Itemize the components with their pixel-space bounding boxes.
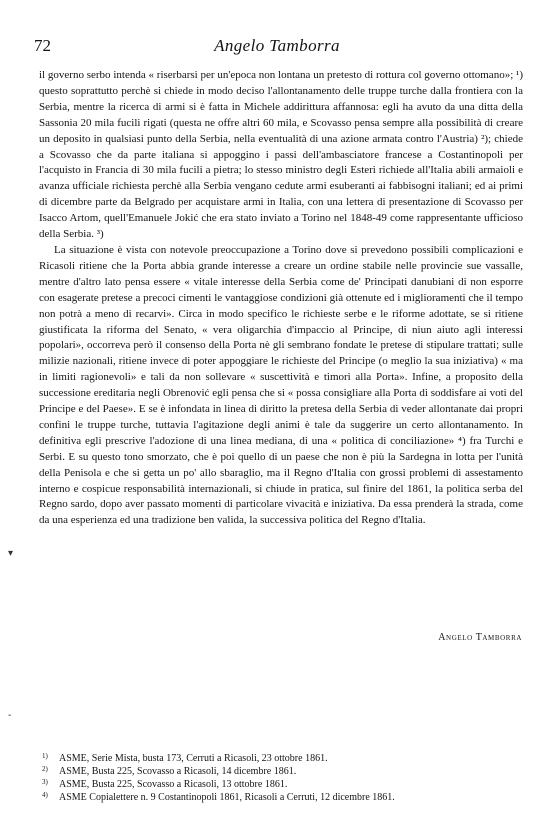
page-number: 72 xyxy=(34,36,51,55)
footnote-2 xyxy=(39,765,523,778)
footnote-4 xyxy=(39,791,523,804)
footnote-mark: 1) xyxy=(42,752,48,760)
footnote-text: ASME, Busta 225, Scovasso a Ricasoli, 14 dicembre 1861. xyxy=(59,766,297,777)
footnote-text: ASME, Serie Mista, busta 173, Cerruti a Ricasoli, 23 ottobre 1861. xyxy=(59,753,328,764)
footnotes xyxy=(39,752,523,804)
footnote-mark: 3) xyxy=(42,778,48,786)
footnote-text: ASME, Busta 225, Scovasso a Ricasoli, 13 ottobre 1861. xyxy=(59,779,288,790)
margin-mark: ▾ xyxy=(8,548,14,559)
page-header xyxy=(34,36,520,58)
footnote-1 xyxy=(39,752,523,765)
footnote-mark: 4) xyxy=(42,791,48,799)
main-text xyxy=(39,68,523,529)
footnote-3 xyxy=(39,778,523,791)
footnote-mark: 2) xyxy=(42,765,48,773)
running-title: Angelo Tamborra xyxy=(214,36,340,55)
paragraph-1: il governo serbo intenda « riserbarsi per un'epoca non lontana un pretesto di rottura col governo ottomano»; ¹) questo soprattutto perchè si chiede in modo deciso l'allontanamento delle truppe turche dalla frontiera con la Serbia, mentre la ricerca di armi si è fatta in Michele addirittura affannosa: egli ha avuto da una ditta della Sassonia 20 mila fucili rigati (questa ne offre altri 60 mila, e Scovasso pensa sempre alla possibilità di creare un deposito in qualsiasi punto della Serbia, nella eventualità di una azione armata contro l'Austria) ²); chiede a Scovasso che da parte italiana si appoggino i passi dell'ambasciatore francese a Costantinopoli per l'acquisto in Francia di 30 mila fucili a pietra; lo stesso ministro degli Esteri richiede all'Italia abili armaioli e avanza ufficiale richiesta perchè alla Serbia vengano cedute armi esuberanti ai fabbisogni italiani; ed ai primi di dicembre parte da Belgrado per acquistare armi in Italia, con una lettera di presentazione di Scovasso per Isacco Artom, quell'Emanuele Jokić che era stato inviato a Torino nel 1848-49 come rappresentante ufficioso della Serbia. ³) xyxy=(39,69,523,241)
footnote-text: ASME Copialettere n. 9 Costantinopoli 1861, Ricasoli a Cerruti, 12 dicembre 1861. xyxy=(59,792,395,803)
author-signature: Angelo Tamborra xyxy=(438,632,522,643)
margin-mark: ‐ xyxy=(8,710,12,721)
paragraph-2: La situazione è vista con notevole preoccupazione a Torino dove si prevedono possibili complicazioni e Ricasoli ritiene che la Porta abbia grande interesse a creare un ordine stabile nelle provincie sue vassalle, mentre d'altro lato pensa essere « vitale interesse della Serbia come de' Principati danubiani di non esporre con esagerate pretese a precoci cimenti le vantaggiose condizioni già ottenute ed i miglioramenti che il tempo non potrà a meno di recarvi». Circa in modo specifico le richieste serbe e le riforme adottate, se si ritiene giustificata la riforma del Senato, « vera oligarchia d'impaccio al Principe, di niun aiuto agli interessi popolari», occorreva però il consenso della Porta nè gli sembrano fondate le pretese di stipulare trattati; sulle milizie nazionali, ritiene invece di poter appoggiare le richieste del Principe (o meglio la sua iniziativa) « ma in limiti ragionevoli» e tali da non sollevare « suscettività e timori alla Porta». Infine, a proposito della successione ereditaria negli Obrenović egli pensa che si « possa consigliare alla Porta di soddisfare ai voti del Principe e del Paese». E se è infondata in linea di diritto la pretesa della Serbia di veder allontanate dai propri confini le truppe turche, tuttavia l'agitazione degli animi è tale da suggerire un certo allontanamento. In definitiva egli prescrive l'adozione di una linea mediana, di una « politica di conciliazione» ⁴) fra Turchi e Serbi. E su questo tono smorzato, che è poi quello di un paese che non è più la Sardegna in lotta per l'unità della Penisola e che si getta un po' allo sbaraglio, ma il Regno d'Italia con grossi problemi di assestamento interno e cospicue responsabilità internazionali, si chiude in pratica, sul finire del 1861, la politica serba del Regno sardo, dopo aver passato momenti di particolare vivacità e iniziativa. Da essa prenderà la strada, come da una esperienza ed una tradizione ben valida, la successiva politica del Regno d'Italia. xyxy=(39,243,523,527)
